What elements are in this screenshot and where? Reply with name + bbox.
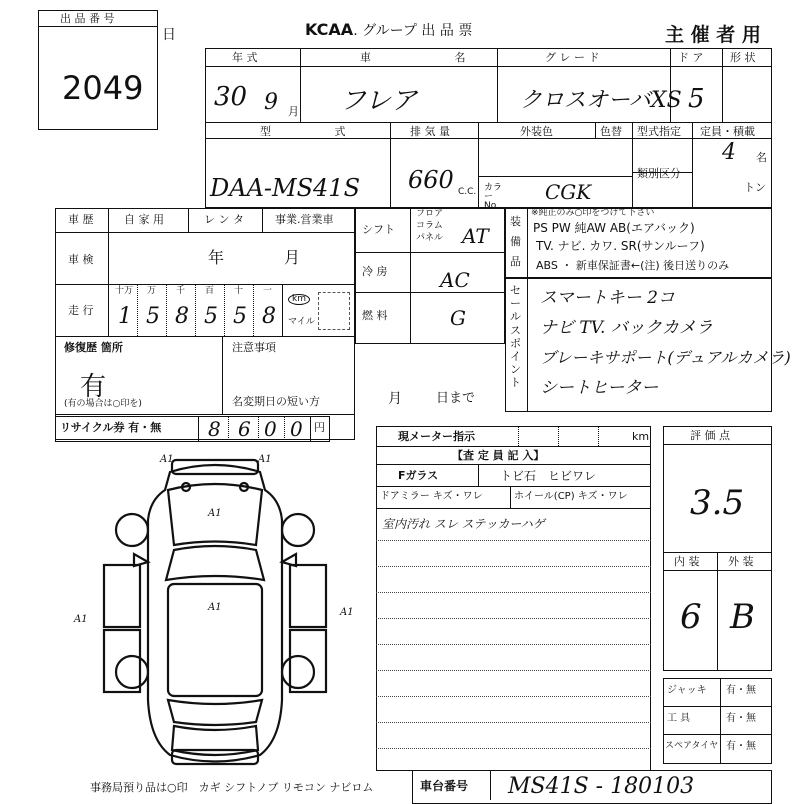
year-value: 30 [214,82,248,112]
km-unit: km [288,294,310,305]
shift-value: AT [462,224,489,248]
damage-mark: A1 [74,614,88,625]
equip-line1: PS PW 純AW AB(エアバック) [533,221,695,235]
day-label: 日 [162,27,176,43]
vin-value: MS41S - 180103 [508,774,695,799]
sales-point: ブレーキサポート(デュアルカメラ) [540,348,791,367]
damage-mark: A1 [258,454,272,465]
doors-value: 5 [688,84,705,114]
mileage-digit: 1 [118,304,132,329]
mileage-digit: 8 [262,304,276,329]
header-title: KCAA. グループ 出 品 票 [305,20,473,39]
copy-type: 主 催 者 用 [665,24,761,46]
mileage-digit: 5 [146,304,160,329]
exterior-score: B [730,597,755,637]
repair-value: 有 [80,372,107,402]
color-value: CGK [545,180,592,204]
capacity-value: 4 [722,140,736,165]
sales-point: シートヒーター [540,378,659,398]
grade-value: クロスオーバXS [520,88,682,113]
interior-score: 6 [680,597,702,637]
equip-line3: ABS ・ 新車保証書←(注) 後日送りのみ [536,259,730,272]
car-diagram [60,450,370,780]
displacement-value: 660 [408,166,454,194]
ac-value: AC [440,268,470,292]
lot-number: 2049 [62,69,144,107]
brand-logo: KCAA [305,20,354,39]
mileage-digit: 5 [204,304,218,329]
fuel-value: G [450,306,466,330]
model-value: DAA-MS41S [210,174,361,202]
sales-point: スマートキー 2コ [540,288,675,308]
car-name: フレア [340,86,417,116]
damage-mark: A1 [160,454,174,465]
damage-mark: A1 [208,508,222,519]
inspector-note: 室内汚れ スレ ステッカーハゲ [382,517,545,531]
sales-point: ナビ TV. バックカメラ [540,318,713,338]
month-value: 9 [264,90,278,115]
mileage-digit: 8 [175,304,189,329]
overall-score: 3.5 [690,483,745,523]
lot-label: 出 品 番 号 [60,12,115,25]
damage-mark: A1 [340,607,354,618]
held-items: 事務局預り品は○印 カギ シフトノブ リモコン ナビロム [90,781,374,794]
equip-line2: TV. ナビ. カワ. SR(サンルーフ) [536,239,705,253]
damage-mark: A1 [208,602,222,613]
mileage-digit: 5 [233,304,247,329]
